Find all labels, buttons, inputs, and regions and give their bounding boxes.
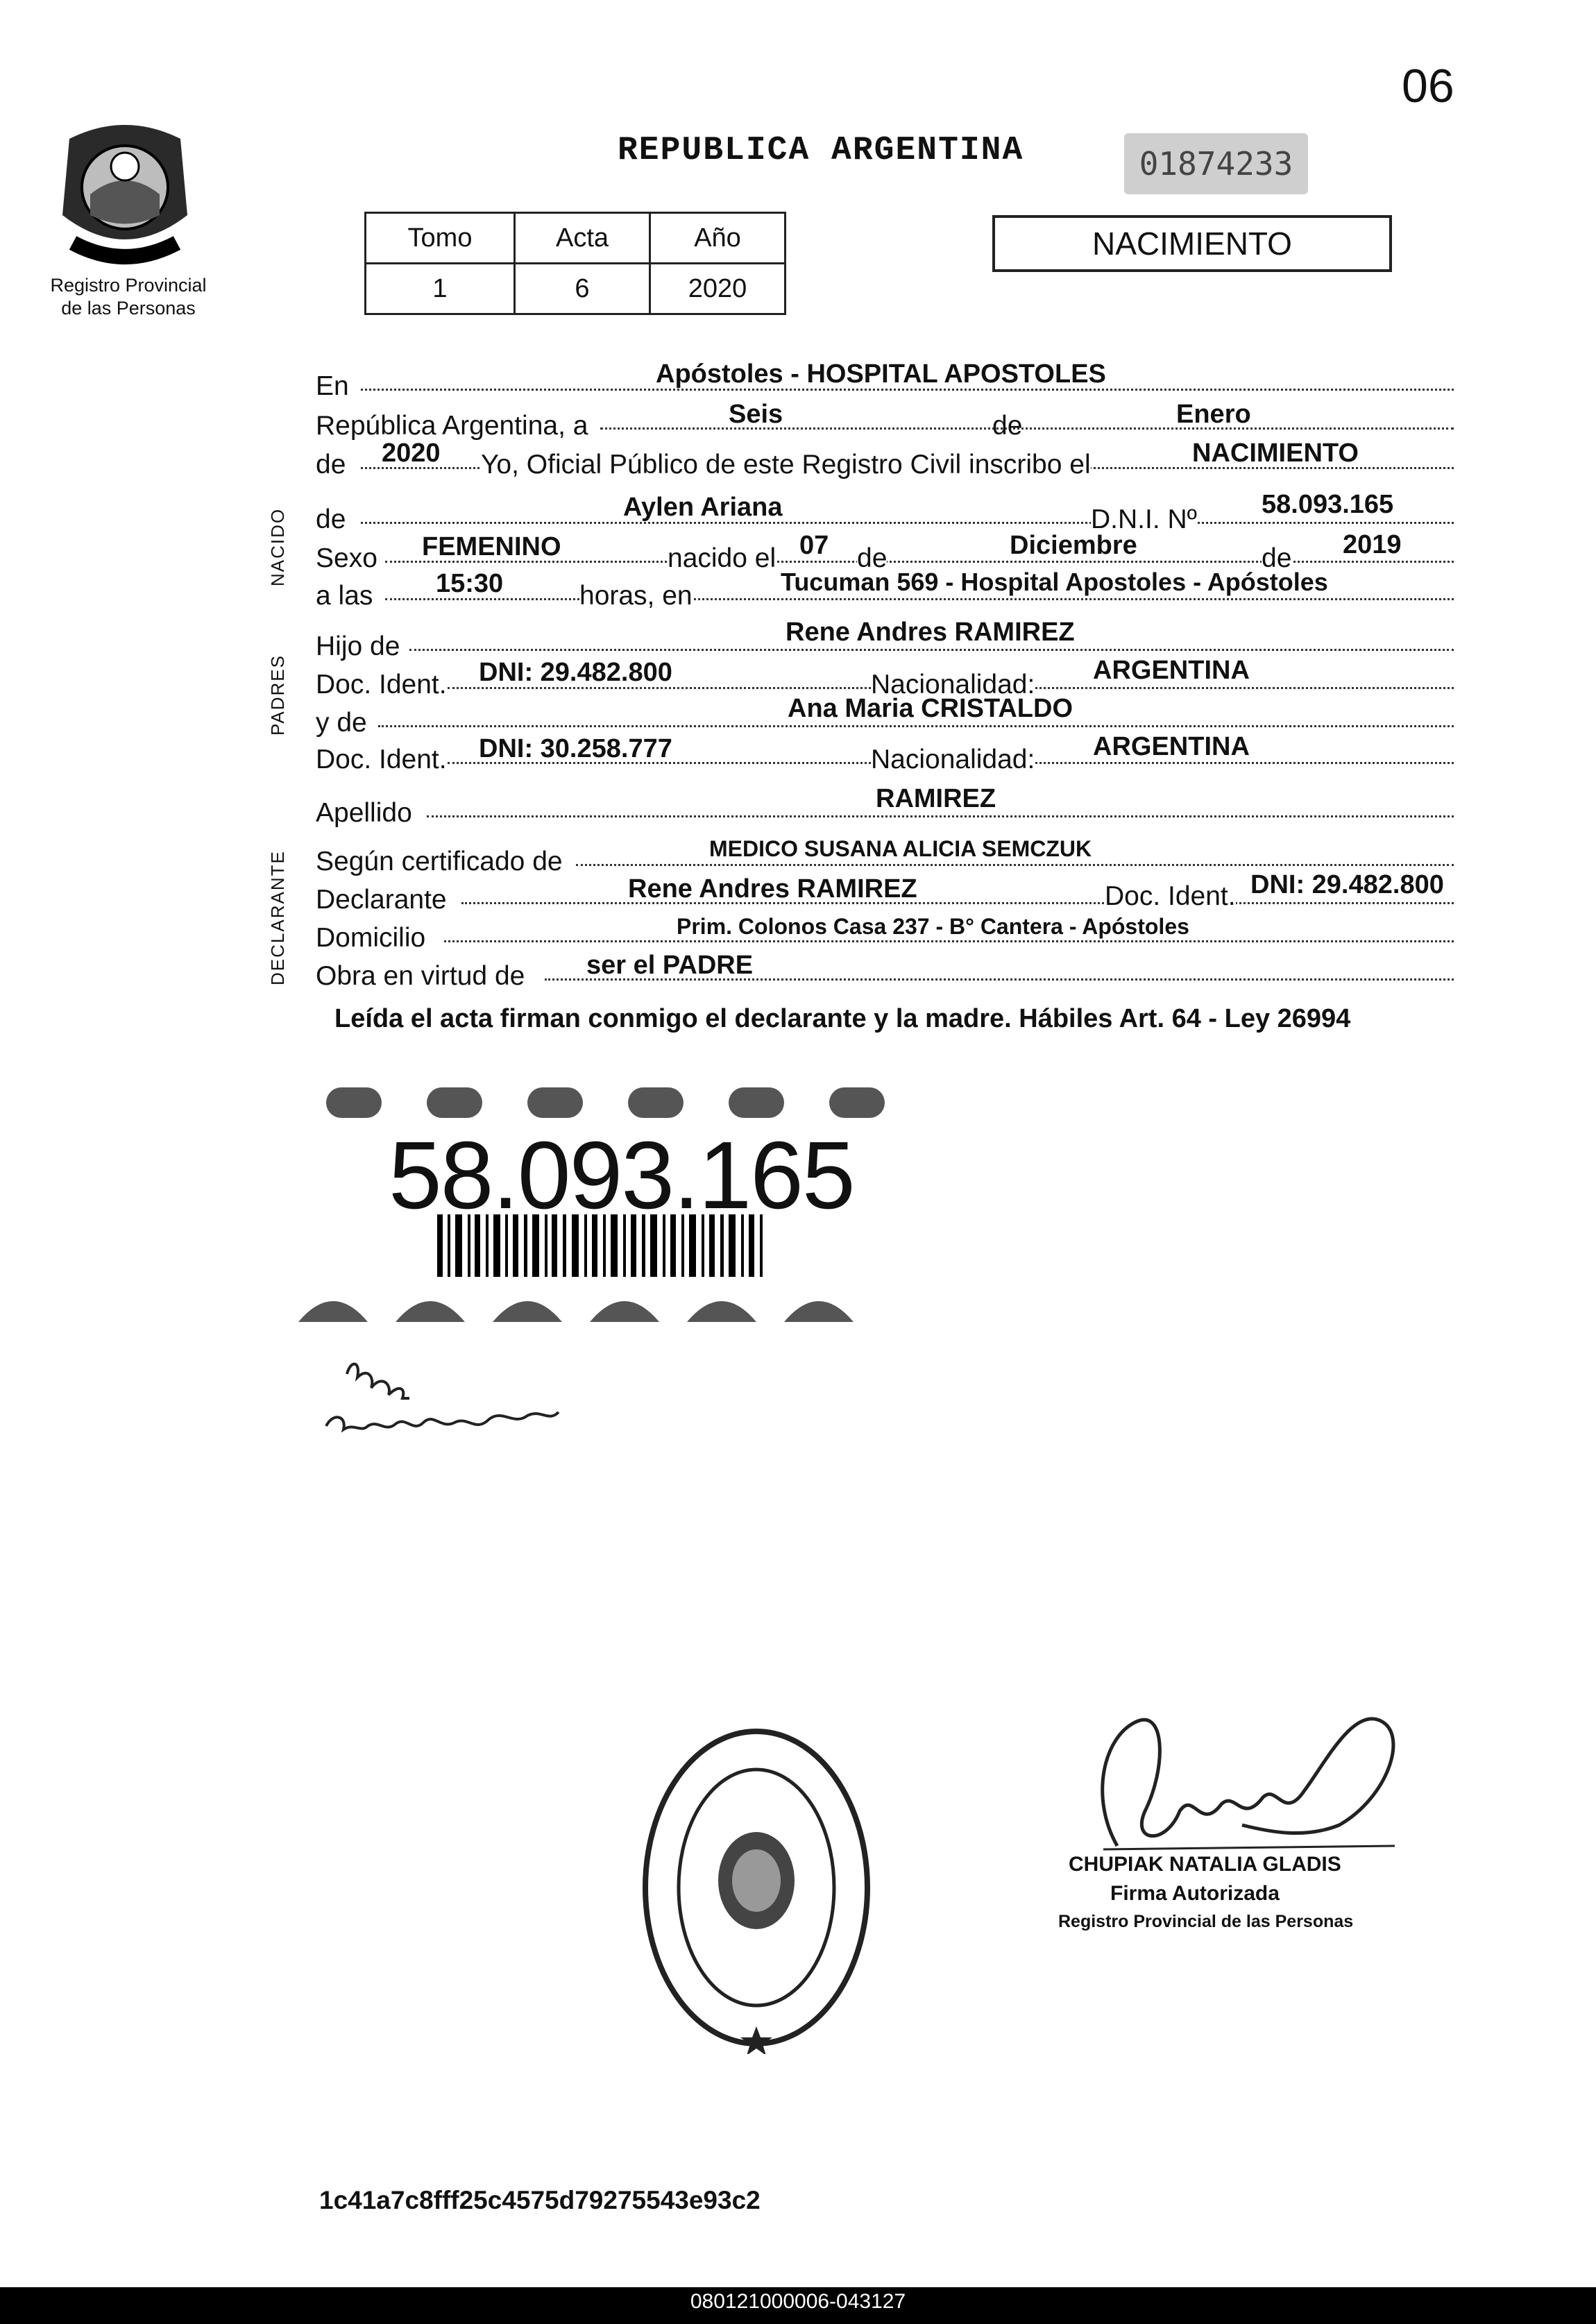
logo-caption: Registro Provincial de las Personas [50,275,207,319]
document-title: REPUBLICA ARGENTINA [618,132,1024,169]
signer-name: CHUPIAK NATALIA GLADIS [1069,1853,1341,1876]
field-anio-nac: 2019 [1343,530,1402,559]
dotline-9 [378,725,1454,727]
label-segun: Según certificado de [316,847,563,876]
field-mes-nac: Diciembre [1010,531,1137,560]
label-doc-declarante: Doc. Ident. [1105,881,1236,911]
document-hash: 1c41a7c8fff25c4575d79275543e93c2 [319,2186,761,2214]
label-doc-madre: Doc. Ident. [316,745,447,774]
sticker-number: 58.093.165 [389,1122,854,1229]
field-anio: 2020 [382,439,441,468]
footer-code: 080121000006-043127 [690,2290,906,2313]
field-hora: 15:30 [436,569,504,598]
field-padre: Rene Andres RAMIREZ [786,618,1075,647]
label-hijo-de: Hijo de [316,631,400,661]
field-obra: ser el PADRE [586,951,754,980]
label-nacido-el: nacido el [668,543,776,573]
dotline-7 [409,649,1454,651]
field-dia-nac: 07 [799,531,829,560]
signature-note: Leída el acta firman conmigo el declarante y la madre. Hábiles Art. 64 - Ley 26994 [334,1004,1351,1033]
label-sexo: Sexo [316,543,377,573]
label-de-mes-nac: de [857,543,888,573]
field-nombre: Aylen Ariana [623,493,783,522]
side-label-padres: PADRES [267,654,288,736]
label-de-anio: de [316,450,346,480]
field-madre: Ana Maria CRISTALDO [788,694,1073,723]
label-dni: D.N.I. Nº [1091,504,1197,534]
field-lugar-nac: Tucuman 569 - Hospital Apostoles - Apóstoles [781,568,1328,596]
registrar-signature [1062,1693,1423,1874]
dotline-13 [461,902,1454,904]
signer-role: Firma Autorizada [1110,1882,1280,1905]
field-dni: 58.093.165 [1262,490,1394,519]
label-domicilio: Domicilio [316,923,426,953]
field-dia-texto: Seis [729,400,783,429]
field-madre-doc: DNI: 30.258.777 [479,734,672,763]
label-apellido: Apellido [316,798,412,828]
field-sexo: FEMENINO [422,532,561,561]
registry-table [364,212,786,315]
field-padre-doc: DNI: 29.482.800 [479,658,672,687]
label-republica: República Argentina, a [316,411,588,441]
dotline-12 [576,864,1454,866]
act-type-box: NACIMIENTO [992,215,1392,272]
field-padre-nac: ARGENTINA [1093,656,1250,685]
official-stamp [635,1721,878,2054]
province-seal-logo [49,111,201,271]
label-nac-padre: Nacionalidad: [871,670,1035,699]
label-a-las: a las [316,581,373,611]
field-mes-texto: Enero [1176,400,1251,429]
side-label-declarante: DECLARANTE [267,850,288,985]
dotline-4 [361,522,1454,524]
header-acta: Acta [515,213,650,264]
side-label-nacido: NACIDO [267,507,288,586]
label-de-mes: de [992,411,1023,441]
page-number: 06 [1402,60,1454,112]
value-anio: 2020 [650,264,786,314]
dotline-14 [444,940,1454,942]
field-declarante-doc: DNI: 29.482.800 [1250,870,1444,899]
label-oficial: Yo, Oficial Público de este Registro Civil inscribo el [481,450,1091,480]
field-certificado: MEDICO SUSANA ALICIA SEMCZUK [709,836,1092,861]
dotline-6 [385,598,1454,600]
label-de-nombre: de [316,504,346,534]
field-madre-nac: ARGENTINA [1093,732,1250,761]
header-tomo: Tomo [366,213,515,264]
field-declarante: Rene Andres RAMIREZ [628,874,917,904]
label-de-anio-nac: de [1262,543,1292,573]
label-declarante: Declarante [316,885,447,915]
header-anio: Año [650,213,786,264]
field-lugar: Apóstoles - HOSPITAL APOSTOLES [656,359,1106,389]
label-nac-madre: Nacionalidad: [871,745,1035,774]
signer-office: Registro Provincial de las Personas [1058,1912,1354,1931]
mother-handwritten-signature [319,1346,569,1457]
value-acta: 6 [515,264,650,314]
label-obra: Obra en virtud de [316,961,525,991]
field-apellido: RAMIREZ [876,784,996,813]
label-doc-padre: Doc. Ident. [316,670,447,699]
field-domicilio: Prim. Colonos Casa 237 - B° Cantera - Apóstoles [677,914,1189,939]
dotline-11 [427,815,1454,817]
field-tipo: NACIMIENTO [1192,439,1359,468]
serial-number: 01874233 [1124,133,1308,194]
label-horas-en: horas, en [579,581,693,611]
label-en: En [316,371,349,401]
label-y-de: y de [316,708,367,738]
value-tomo: 1 [366,264,515,314]
